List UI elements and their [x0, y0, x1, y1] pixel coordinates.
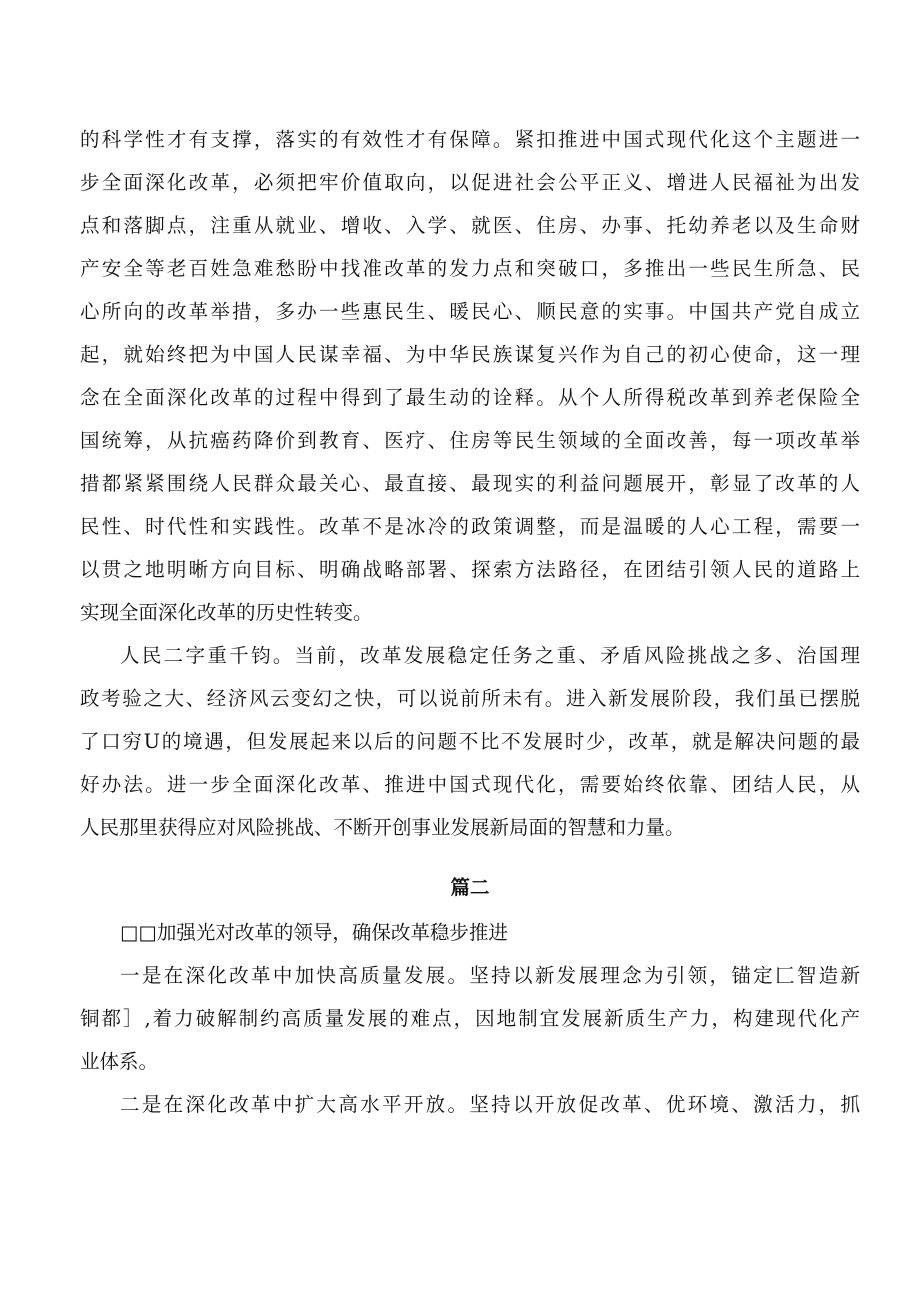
text-line: 铜都］,着力破解制约高质量发展的难点，因地制宜发展新质生产力，构建现代化产	[80, 1007, 860, 1030]
paragraph-people-weight	[80, 634, 860, 849]
text-line: 实现全面深化改革的历史性转变。	[80, 601, 373, 624]
text-line: 了口穷U的境遇，但发展起来以后的问题不比不发展时少，改革，就是解决问题的最	[80, 730, 860, 753]
text-line: 措都紧紧围绕人民群众最关心、最直接、最现实的利益问题展开，彰显了改革的人	[80, 472, 860, 495]
text-line: 民性、时代性和实践性。改革不是冰冷的政策调整，而是温暖的人心工程，需要一	[80, 515, 860, 538]
paragraph-reform-people	[80, 118, 860, 634]
text-line: 产安全等老百姓急难愁盼中找准改革的发力点和突破口，多推出一些民生所急、民	[80, 257, 860, 280]
text-line: 国统筹，从抗癌药降价到教育、医疗、住房等民生领域的全面改善，每一项改革举	[80, 429, 860, 452]
text-line: 人民那里获得应对风险挑战、不断开创事业发展新局面的智慧和力量。	[80, 816, 685, 839]
paragraph-high-quality-development	[80, 954, 860, 1083]
text-line: 点和落脚点，注重从就业、增收、入学、就医、住房、办事、托幼养老以及生命财	[80, 214, 860, 237]
text-line: □□加强光对改革的领导，确保改革稳步推进	[120, 921, 508, 944]
text-line: 业体系。	[80, 1050, 159, 1073]
text-line: 二是在深化改革中扩大高水平开放。坚持以开放促改革、优环境、激活力，抓	[120, 1093, 860, 1116]
text-line: 以贯之地明晰方向目标、明确战略部署、探索方法路径，在团结引领人民的道路上	[80, 558, 860, 581]
paragraph-opening-up	[80, 1083, 860, 1126]
section-heading: 篇二	[450, 876, 490, 899]
text-line: 的科学性才有支撑，落实的有效性才有保障。紧扣推进中国式现代化这个主题进一	[80, 128, 860, 151]
text-line: 心所向的改革举措，多办一些惠民生、暖民心、顺民意的实事。中国共产党自成立	[80, 300, 860, 323]
text-line: 一是在深化改革中加快高质量发展。坚持以新发展理念为引领，锚定匚智造新	[120, 964, 860, 987]
text-line: 政考验之大、经济风云变幻之快，可以说前所未有。进入新发展阶段，我们虽已摆脱	[80, 687, 860, 710]
text-line: 人民二字重千钧。当前，改革发展稳定任务之重、矛盾风险挑战之多、治国理	[120, 644, 860, 667]
document-page	[80, 118, 860, 1126]
text-line: 好办法。进一步全面深化改革、推进中国式现代化，需要始终依靠、团结人民，从	[80, 773, 860, 796]
text-line: 步全面深化改革，必须把牢价值取向，以促进社会公平正义、增进人民福祉为出发	[80, 171, 860, 194]
text-line: 念在全面深化改革的过程中得到了最生动的诠释。从个人所得税改革到养老保险全	[80, 386, 860, 409]
paragraph-leadership	[80, 911, 860, 954]
text-line: 起，就始终把为中国人民谋幸福、为中华民族谋复兴作为自己的初心使命，这一理	[80, 343, 860, 366]
